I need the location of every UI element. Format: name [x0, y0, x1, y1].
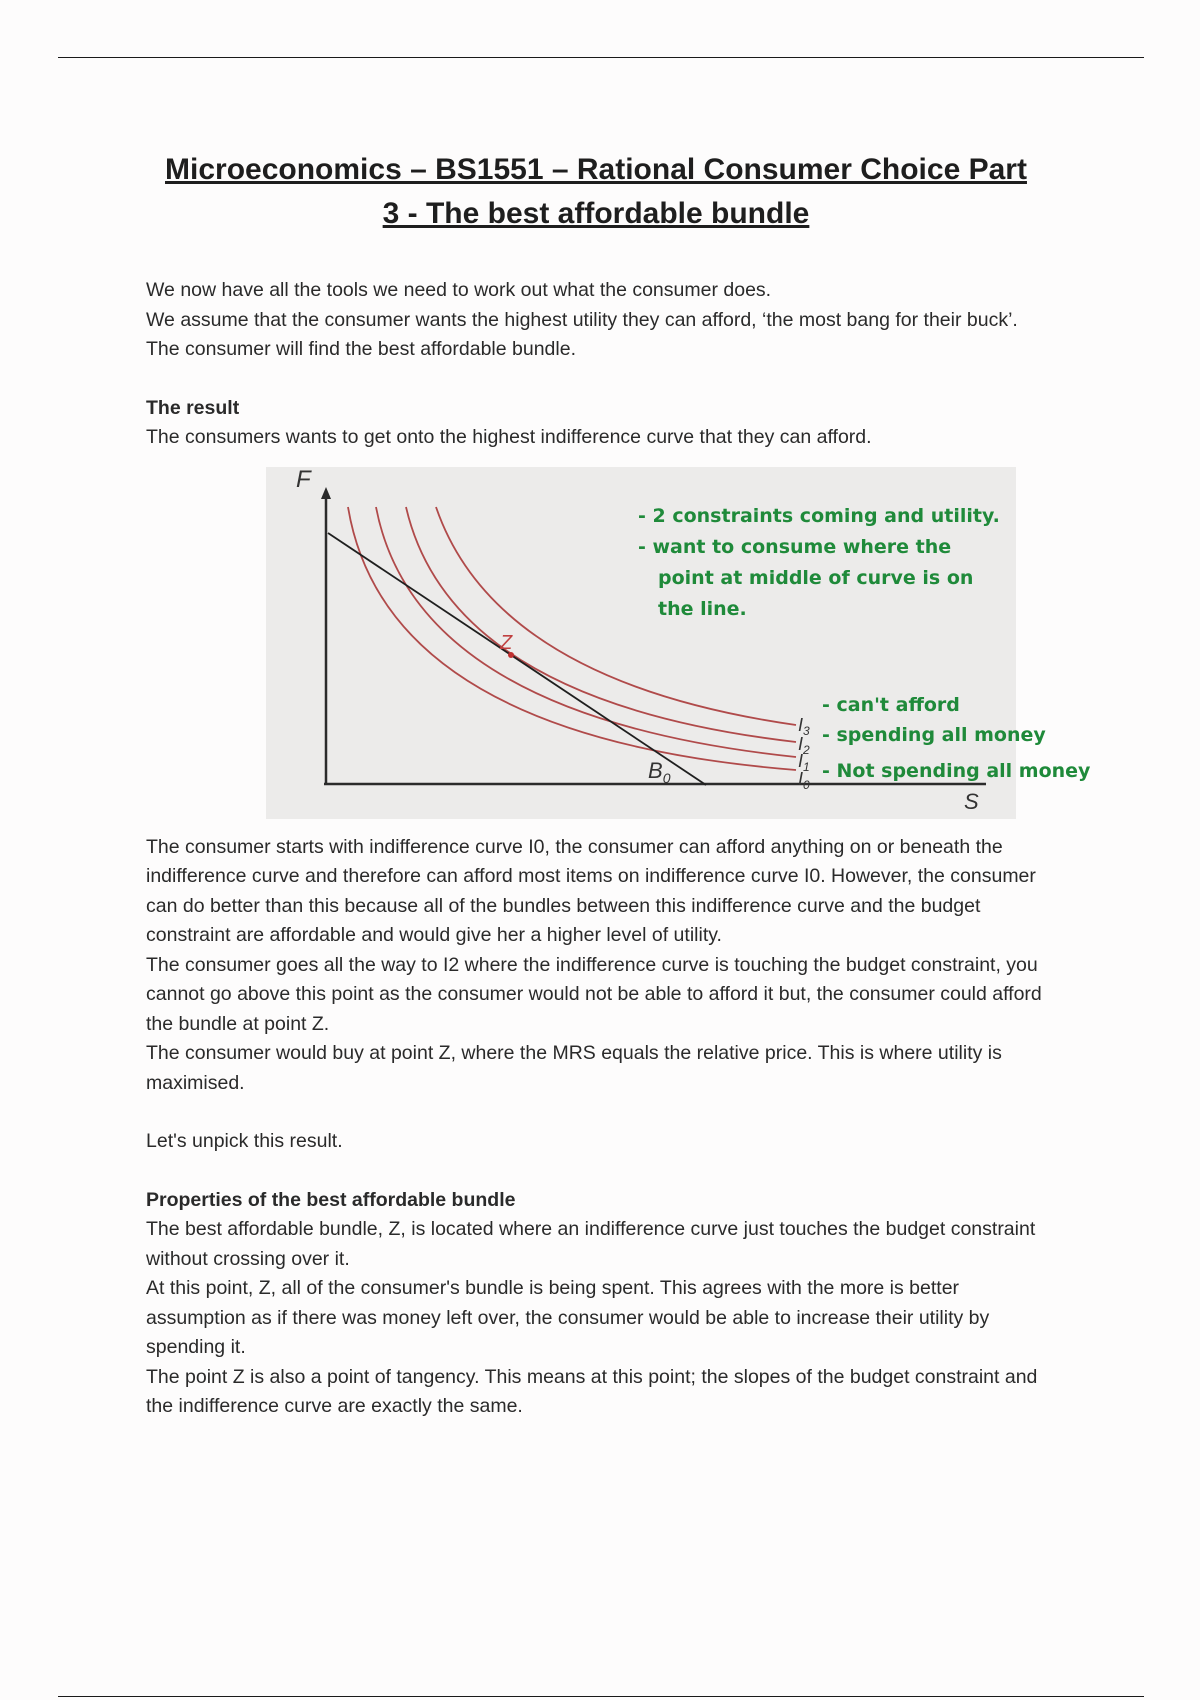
- body-paragraph: The consumer goes all the way to I2 where the indifference curve is touching the budget constraint, you cannot go above this point as the consumer would not be able to afford it but, the consumer could afford the bundle at point Z.: [146, 953, 1042, 1035]
- body-paragraph: The consumer starts with indifference curve I0, the consumer can afford anything on or beneath the indifference curve and therefore can afford most items on indifference curve I0. However, the consumer can do better than this because all of the bundles between this indifference curve and the budget constraint are affordable and would give her a higher level of utility.: [146, 835, 1036, 946]
- note-i0: - Not spending all money: [822, 759, 1091, 782]
- note-line: - want to consume where the: [638, 535, 952, 558]
- properties-paragraph: The best affordable bundle, Z, is located where an indifference curve just touches the budget constraint without crossing over it.: [146, 1218, 1036, 1270]
- point-z-label: Z: [500, 631, 513, 654]
- title-line-2: 3 - The best affordable bundle: [382, 197, 810, 230]
- y-axis-label: F: [296, 466, 311, 493]
- body-paragraph: The consumer would buy at point Z, where the MRS equals the relative price. This is where utility is maximised.: [146, 1042, 1002, 1094]
- properties-paragraph: The point Z is also a point of tangency. This means at this point; the slopes of the budget constraint and the indifference curve are exactly the same.: [146, 1365, 1038, 1417]
- budget-label: $B_0$: [648, 757, 671, 786]
- bottom-rule: [58, 1696, 1144, 1697]
- x-axis-label: S: [964, 788, 979, 814]
- top-rule: [58, 57, 1144, 58]
- curve-label-i0: $I_0$: [798, 768, 810, 792]
- intro-paragraph: The consumer will find the best affordable bundle.: [146, 338, 576, 360]
- note-line: the line.: [658, 597, 747, 620]
- result-heading: The result: [146, 396, 240, 419]
- note-line: point at middle of curve is on: [658, 566, 974, 589]
- properties-paragraph: At this point, Z, all of the consumer's bundle is being spent. This agrees with the more is better assumption as if there was money left over, the consumer would be able to increase their utility by spending it.: [146, 1277, 990, 1358]
- page-title: [136, 148, 1056, 236]
- indifference-curve-figure: [266, 467, 1126, 827]
- unpick-paragraph: Let's unpick this result.: [146, 1130, 343, 1152]
- curve-label-i3: $I_3$: [798, 714, 810, 738]
- document-body: [146, 148, 1091, 1422]
- properties-heading: Properties of the best affordable bundle: [146, 1188, 516, 1211]
- note-i3: - can't afford: [822, 693, 960, 716]
- intro-paragraph: We assume that the consumer wants the highest utility they can afford, ‘the most bang for their buck’.: [146, 308, 1018, 331]
- note-line: - 2 constraints coming and utility.: [638, 504, 1000, 527]
- note-i2: - spending all money: [822, 723, 1046, 746]
- intro-paragraph: We now have all the tools we need to work out what the consumer does.: [146, 279, 772, 301]
- title-line-1: Microeconomics – BS1551 – Rational Consumer Choice Part: [165, 153, 1027, 186]
- result-paragraph: The consumers wants to get onto the highest indifference curve that they can afford.: [146, 426, 872, 448]
- curve-label-i2: $I_2$: [798, 733, 810, 757]
- curve-label-i1: $I_1$: [798, 750, 810, 774]
- figure-svg: [266, 467, 1126, 827]
